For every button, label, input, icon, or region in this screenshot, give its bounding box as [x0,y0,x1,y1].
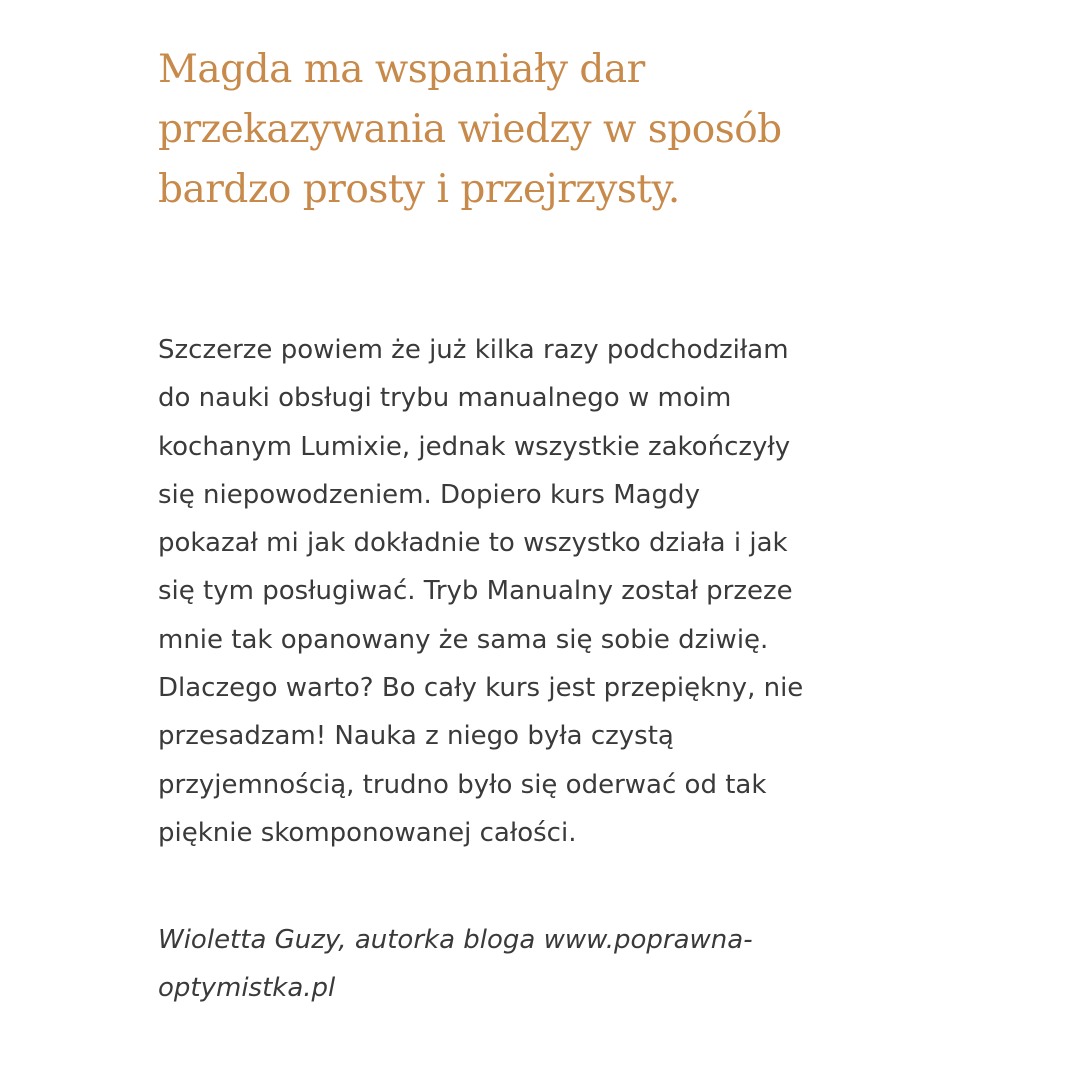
body-line: przesadzam! Nauka z niego była czystą [158,721,674,752]
body-line: przyjemnością, trudno było się oderwać od tak [158,769,767,800]
body-line: do nauki obsługi trybu manualnego w moim [158,383,732,414]
testimonial-body [158,326,918,857]
body-line: mnie tak opanowany że sama się sobie dziwię. [158,624,769,655]
testimonial-card [158,40,918,1003]
testimonial-author [158,916,918,1012]
headline-line: przekazywania wiedzy w sposób [158,107,782,152]
testimonial-headline [158,40,918,220]
body-line: kochanym Lumixie, jednak wszystkie zakończyły [158,431,791,462]
body-line: Dlaczego warto? Bo cały kurs jest przepiękny, nie [158,673,804,704]
body-line: pięknie skomponowanej całości. [158,817,577,848]
body-line: pokazał mi jak dokładnie to wszystko działa i jak [158,528,788,559]
headline-line: Magda ma wspaniały dar [158,47,645,92]
body-line: się niepowodzeniem. Dopiero kurs Magdy [158,479,700,510]
headline-line: bardzo prosty i przejrzysty. [158,167,680,212]
body-line: się tym posługiwać. Tryb Manualny został przeze [158,576,793,607]
author-line: Wioletta Guzy, autorka bloga www.poprawna- [158,925,753,955]
author-line: optymistka.pl [158,973,336,1003]
body-line: Szczerze powiem że już kilka razy podchodziłam [158,335,789,365]
